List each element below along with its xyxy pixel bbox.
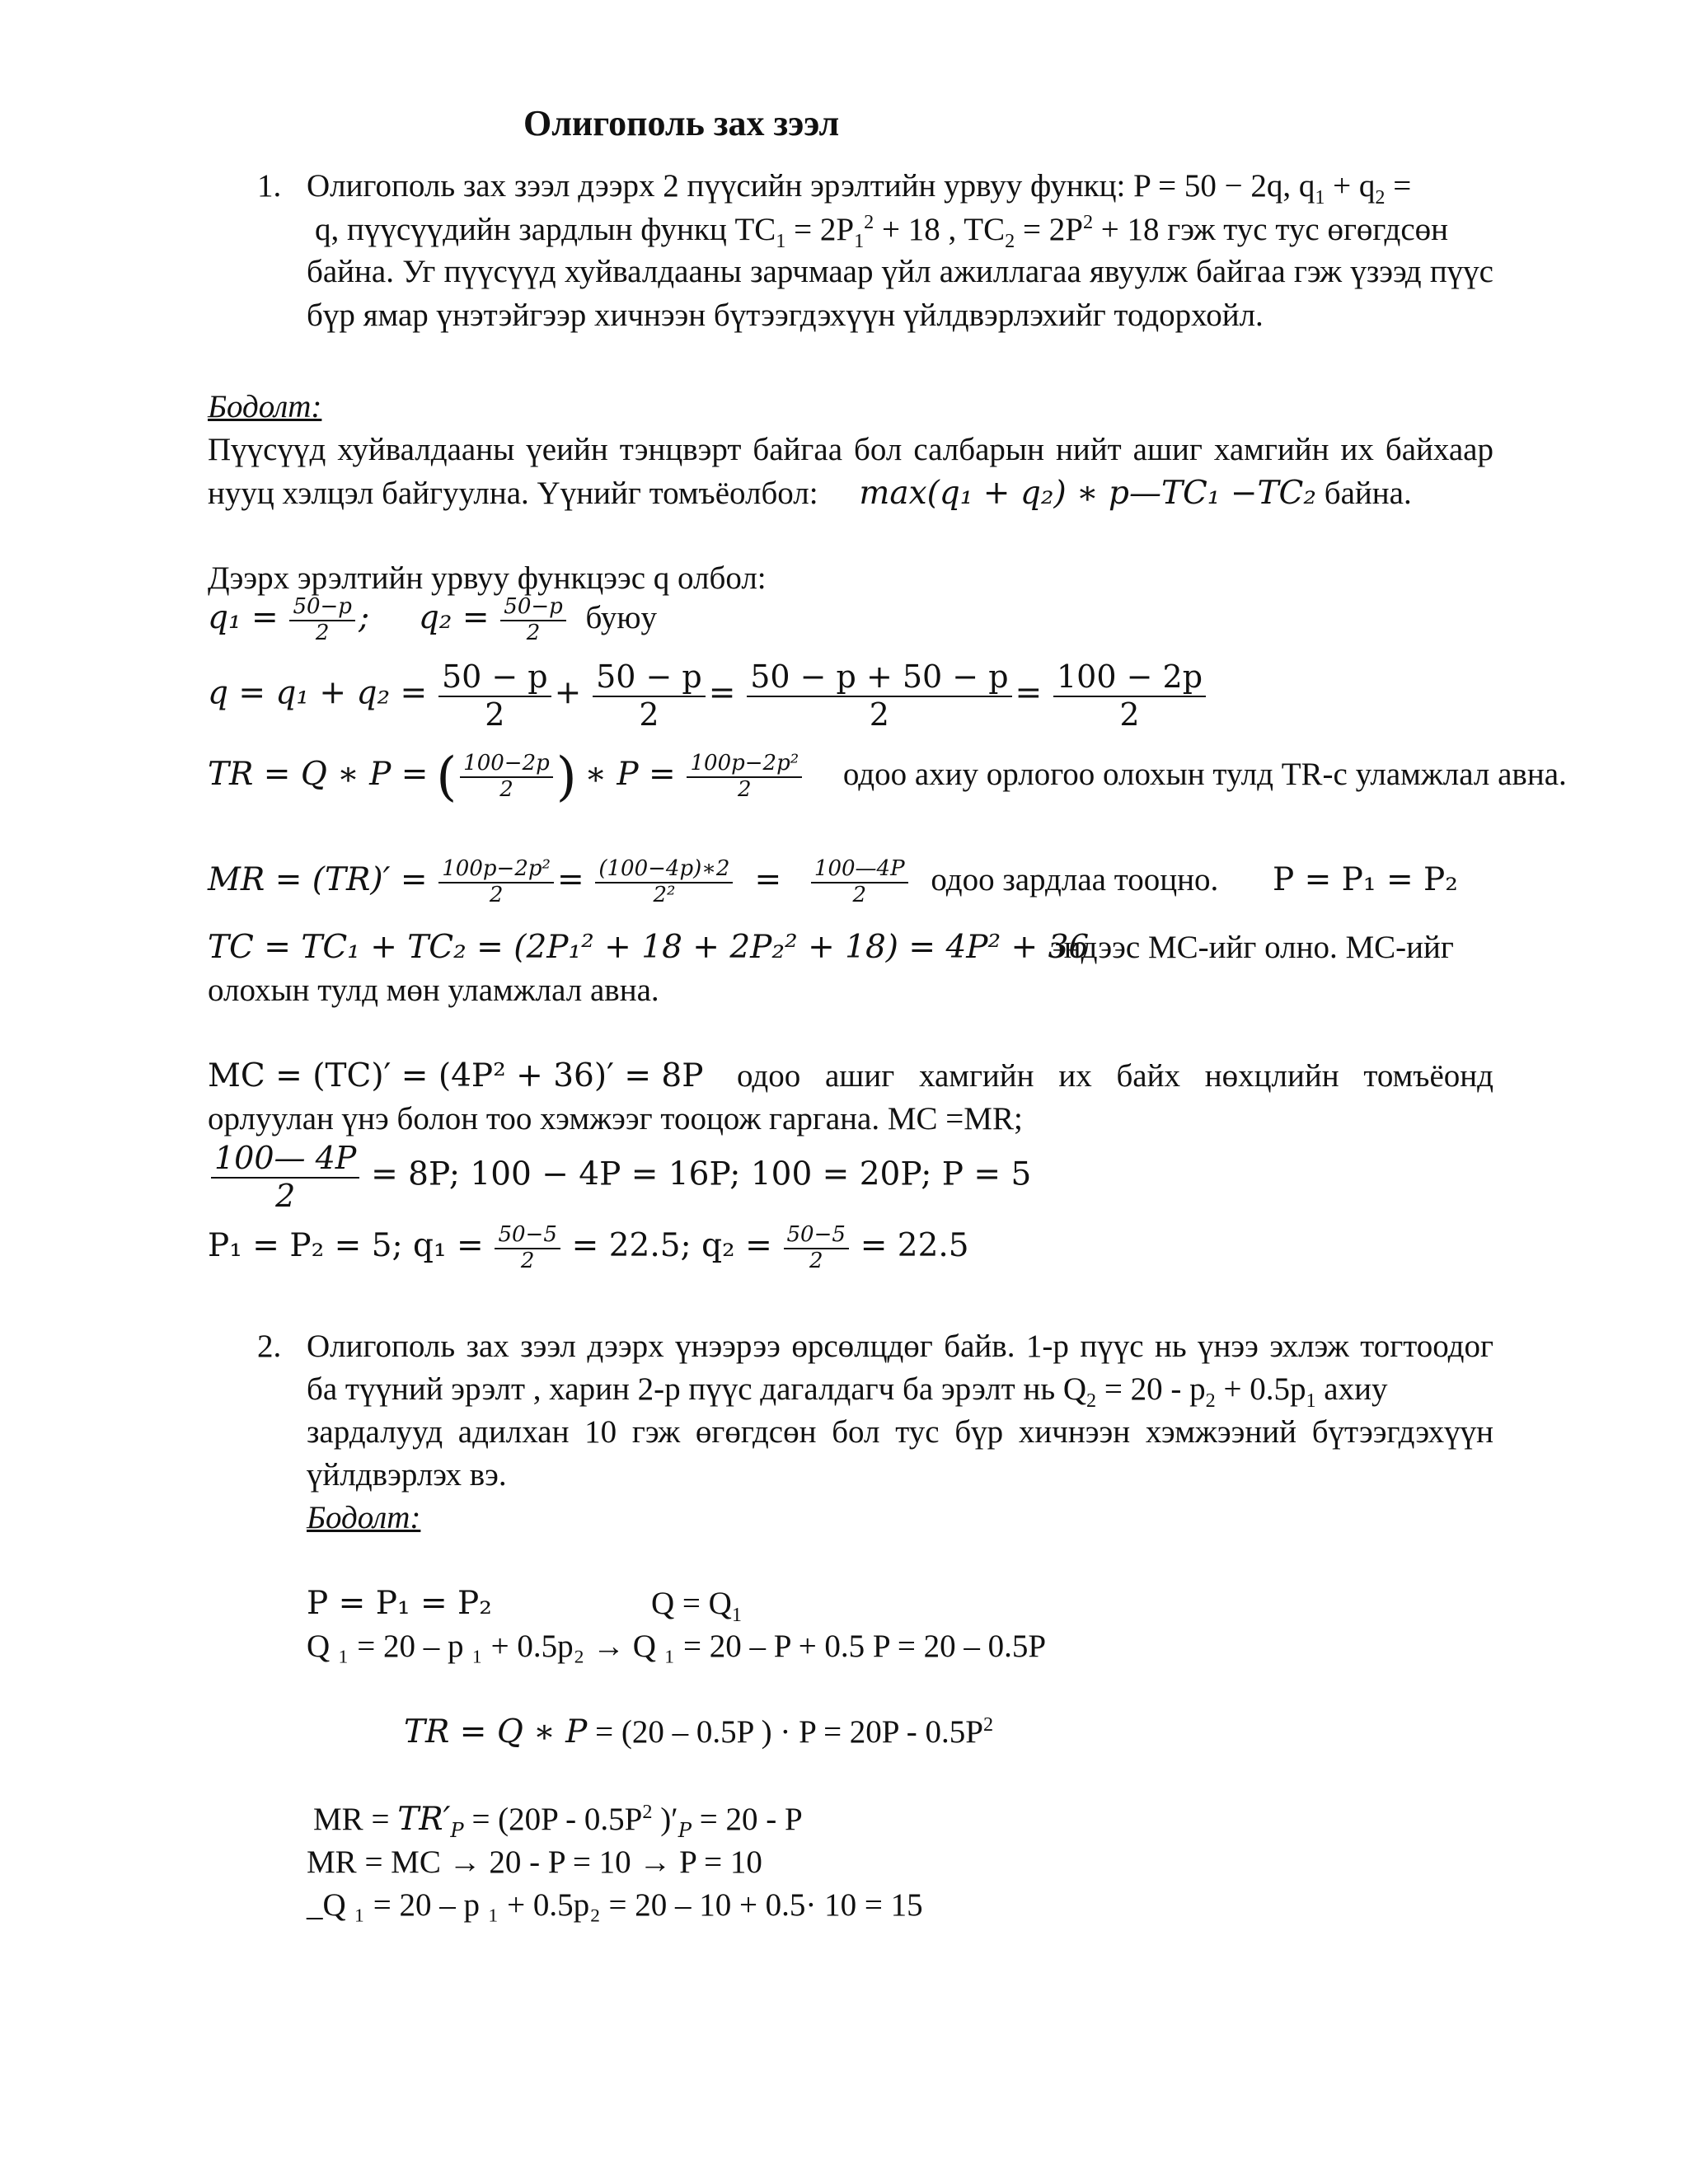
solution-2-mr-mc: MR = MC → 20 - P = 10 → P = 10 (307, 1844, 762, 1880)
q2-fraction: $\frac{50-p}{2}$ (500, 595, 566, 646)
q1-fraction: $\frac{50-p}{2}$ (289, 595, 355, 646)
problem-1-number: 1. (257, 168, 282, 204)
mc-text-2: орлуулан үнэ болон тоо хэмжээг тооцож гаргана. MC =MR; (208, 1101, 1023, 1137)
solution-2-mr: MR = $TR'_P = (20P - 0.5P^2$ )$'_P = 20 - P$ (313, 1801, 803, 1842)
solution-1-header: Бодолт: (208, 389, 322, 424)
mr-formula: MR = (TR)′ = $\frac{\text{100p−2p²}}{2}$ = $\frac{(100-4p)∗2}{\text{2²}}$ = $\frac{100—4P}{2}$ одоо зардлаа тооцно. P = P₁ = P₂ (208, 856, 1458, 907)
solution-2-line-1b: $Q = Q_1$ (651, 1586, 742, 1626)
mc-mr-equation: $\frac{100— 4P}{2}$ = 8P; 100 − 4P = 16P; 100 = 20P; P = 5 (208, 1141, 1031, 1214)
tc-formula: TC = TC₁ + TC₂ = (2P₁² + 18 + 2P₂² + 18) = 4P² + 36 (208, 929, 1090, 966)
solution-2-final: _Q ₁ = 20 – p ₁ + 0.5p₂ = 20 – 10 + 0.5· 10 = 15 (307, 1887, 923, 1923)
solution-2-line-1a: P = P₁ = P₂ (307, 1585, 492, 1622)
solution-1-para: Пүүсүүд хуйвалдааны үеийн тэнцвэрт байгаа бол салбарын нийт ашиг хамгийн их байхаар нууц хэлцэл байгуулна. Үүнийг томъёолбол: max(q₁ + q₂) ∗ p—TC₁ −TC₂ байна. (208, 432, 1493, 512)
tr-formula: TR = Q ∗ P = ( $\frac{100-2p}{2}$ ) ∗ P = $\frac{\text{100p−2p²}}{2}$ одоо ахиу орлогоо олохын тулд TR-с уламжлал авна. (208, 747, 1567, 808)
solution-2-tr: TR = Q ∗ P = (20 – 0.5P ) · $P = 20P - 0.5P^2$ (404, 1713, 994, 1750)
problem-2-line-4: үйлдвэрлэх вэ. (307, 1457, 507, 1493)
final-result: P₁ = P₂ = 5; q₁ = $\frac{50-5}{2}$ = 22.5; q₂ = $\frac{50-5}{2}$ = 22.5 (208, 1222, 969, 1273)
solution-1-q-intro: Дээрх эрэлтийн урвуу функцээс q олбол: (208, 560, 767, 596)
problem-2-line-3: зардалууд адилхан 10 гэж өгөгдсөн бол тус бүр хичнээн хэмжээний бүтээгдэхүүн (307, 1414, 1493, 1450)
mc-text: одоо ашиг хамгийн их байх нөхцлийн томъёонд (737, 1058, 1493, 1094)
q-sum-formula: q = q₁ + q₂ = $\frac{50 - p}{2}$ + $\frac{50 - p}{2}$ = $\frac{50 - p + 50 - p}{2}$ = $\frac{100 - 2p}{2}$ (208, 659, 1209, 733)
problem-1-line-2: q, пүүсүүдийн зардлын функц $TC_1 = 2P_1^2 + 18$ , $TC_2 = 2P^2 + 18$ гэж тус тус өгөгдсөн (315, 211, 1449, 252)
problem-2-line-1: Олигополь зах зээл дээрх үнээрээ өрсөлцдөг байв. 1-р пүүс нь үнээ эхлэж тогтоодог (307, 1329, 1493, 1364)
problem-2-line-2: ба түүний эрэлт , харин 2-р пүүс дагалдагч ба эрэлт нь $Q_2 = 20 - p_2 + 0.5p_1$ ахиу (307, 1371, 1388, 1412)
problem-2-number: 2. (257, 1329, 282, 1364)
mc-formula: MC = (TC)′ = (4P² + 36)′ = 8P (208, 1057, 704, 1094)
tc-text-2: олохын тулд мөн уламжлал авна. (208, 972, 659, 1008)
tc-text: эндээс MC-ийг олно. MC-ийг (1050, 930, 1454, 965)
q1-q2-formulas: q₁ = $\frac{50-p}{2}$ ; q₂ = $\frac{50-p}{2}$ буюу (208, 594, 658, 645)
solution-2-line-2: Q ₁ = 20 – p ₁ + 0.5p₂ → Q ₁ = 20 – P + 0.5 P = 20 – 0.5P (307, 1629, 1047, 1664)
problem-1-line-3: байна. Уг пүүсүүд хуйвалдааны зарчмаар үйл ажиллагаа явуулж байгаа гэж үзээд пүүс бүр ямар үнэтэйгээр хичнээн бүтээгдэхүүн үйлдвэрлэхийг тодорхойл. (307, 254, 1493, 333)
problem-1-line-1: Олигополь зах зээл дээрх 2 пүүсийн эрэлтийн урвуу функц: P = 50 − 2q, $q_1 + q_2$ = (307, 168, 1412, 209)
page-title: Олигополь зах зээл (523, 103, 840, 143)
solution-2-header: Бодолт: (307, 1500, 421, 1535)
